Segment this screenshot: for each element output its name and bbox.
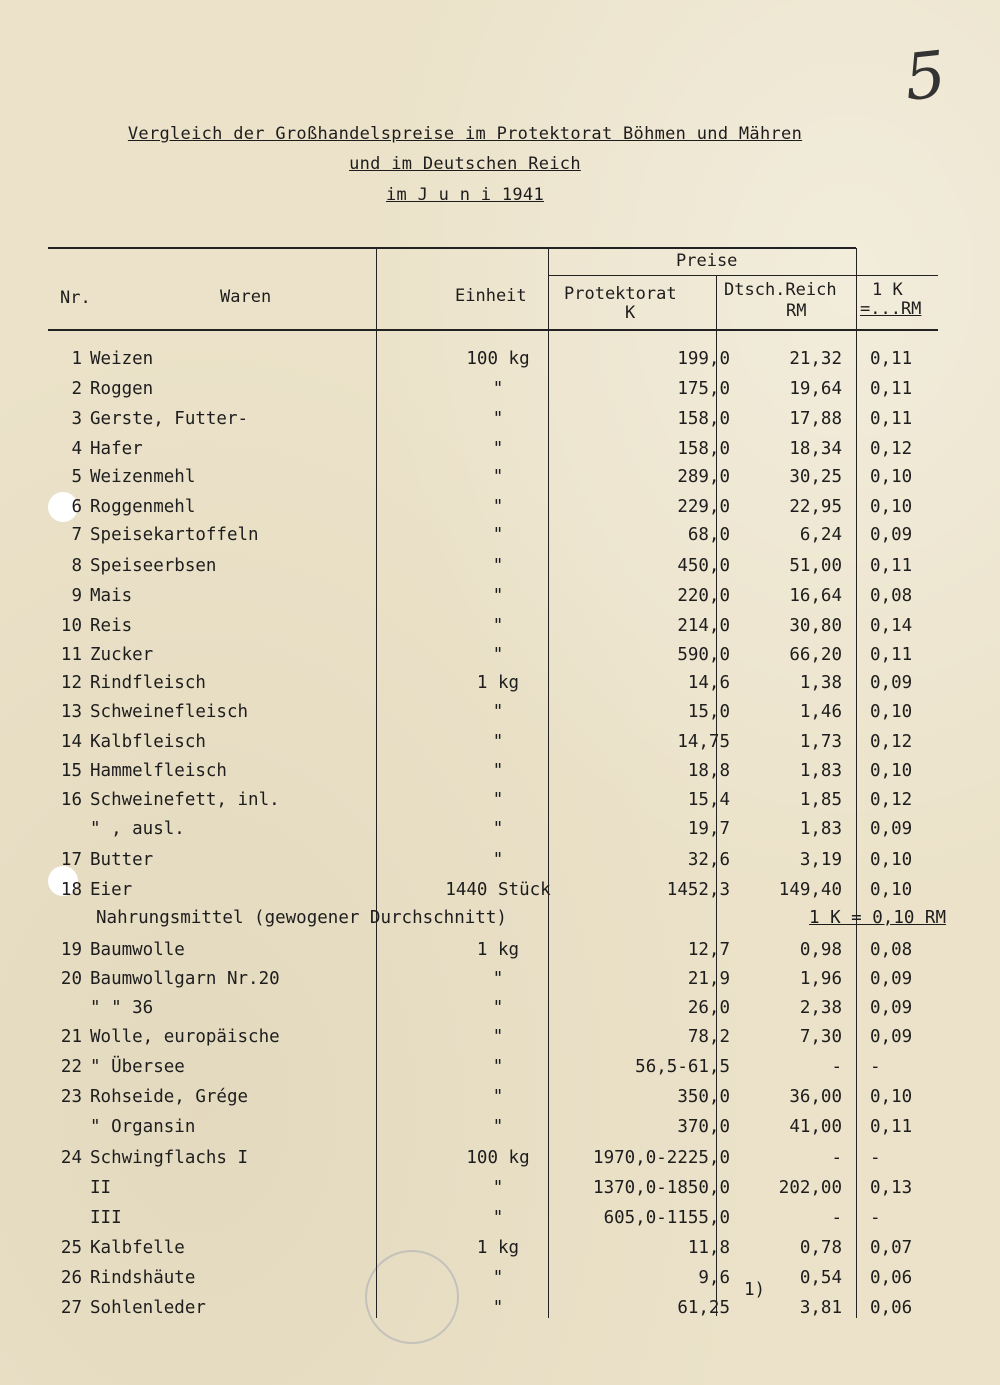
row-ware: Schwingflachs I xyxy=(90,1148,249,1168)
archive-stamp xyxy=(365,1250,459,1344)
row-nr: 27 xyxy=(60,1298,82,1318)
row-protektorat-k: 158,0 xyxy=(677,439,730,459)
row-einheit: " xyxy=(492,732,504,752)
row-nr: 17 xyxy=(60,850,82,870)
row-ware: Hammelfleisch xyxy=(90,761,227,781)
row-ratio: 0,10 xyxy=(870,467,913,487)
row-protektorat-k: 11,8 xyxy=(687,1238,730,1258)
row-nr: 1 xyxy=(71,349,82,369)
row-ware: Rindfleisch xyxy=(90,673,206,693)
row-ratio: 0,11 xyxy=(870,556,913,576)
row-ratio: 0,10 xyxy=(870,761,913,781)
header-ratio-unit: =...RM xyxy=(860,299,922,319)
row-reich-rm: 17,88 xyxy=(789,409,842,429)
row-einheit: " xyxy=(492,969,504,989)
row-ratio: - xyxy=(870,1057,881,1077)
row-reich-rm: 30,25 xyxy=(789,467,842,487)
row-nr: 20 xyxy=(60,969,82,989)
title-line-2: und im Deutschen Reich xyxy=(349,154,581,174)
row-protektorat-k: 199,0 xyxy=(677,349,730,369)
row-reich-rm: 202,00 xyxy=(778,1178,842,1198)
row-nr: 12 xyxy=(60,673,82,693)
row-nr: 2 xyxy=(71,379,82,399)
row-einheit: " xyxy=(492,525,504,545)
row-nr: 3 xyxy=(71,409,82,429)
row-ware: Kalbfleisch xyxy=(90,732,206,752)
row-ratio: 0,08 xyxy=(870,940,913,960)
row-einheit: " xyxy=(492,556,504,576)
title-line-3: im J u n i 1941 xyxy=(385,185,545,205)
row-einheit: 1440 Stück xyxy=(445,880,551,900)
row-protektorat-k: 15,4 xyxy=(687,790,730,810)
row-einheit: " xyxy=(492,702,504,722)
row-reich-rm: 16,64 xyxy=(789,586,842,606)
row-protektorat-k: 370,0 xyxy=(677,1117,730,1137)
row-protektorat-k: 1452,3 xyxy=(666,880,730,900)
row-reich-rm: 51,00 xyxy=(789,556,842,576)
row-protektorat-k: 14,6 xyxy=(687,673,730,693)
row-einheit: " xyxy=(492,761,504,781)
row-nr: 21 xyxy=(60,1027,82,1047)
row-ware: " " 36 xyxy=(90,998,154,1018)
row-reich-rm: 0,98 xyxy=(799,940,842,960)
row-reich-rm: 1,73 xyxy=(799,732,842,752)
row-protektorat-k: 1370,0-1850,0 xyxy=(593,1178,730,1198)
row-ratio: 0,06 xyxy=(870,1268,913,1288)
row-protektorat-k: 605,0-1155,0 xyxy=(603,1208,730,1228)
row-einheit: 1 kg xyxy=(476,1238,520,1258)
row-ware: Hafer xyxy=(90,439,143,459)
row-einheit: " xyxy=(492,1298,504,1318)
row-protektorat-k: 21,9 xyxy=(687,969,730,989)
row-protektorat-k: 9,6 xyxy=(698,1268,730,1288)
row-nr: 5 xyxy=(71,467,82,487)
row-nr: 7 xyxy=(71,525,82,545)
row-ware: " Organsin xyxy=(90,1117,196,1137)
row-reich-rm: 22,95 xyxy=(789,497,842,517)
row-nr: 24 xyxy=(60,1148,82,1168)
row-ware: Butter xyxy=(90,850,154,870)
row-reich-rm: - xyxy=(831,1148,842,1168)
row-einheit: " xyxy=(492,819,504,839)
row-protektorat-k: 590,0 xyxy=(677,645,730,665)
row-ware: Rohseide, Grége xyxy=(90,1087,249,1107)
row-reich-rm: 6,24 xyxy=(799,525,842,545)
row-ware: Speisekartoffeln xyxy=(90,525,259,545)
row-einheit: " xyxy=(492,850,504,870)
row-ratio: 0,09 xyxy=(870,525,913,545)
row-ware: Kalbfelle xyxy=(90,1238,185,1258)
row-reich-rm: 1,96 xyxy=(799,969,842,989)
row-reich-rm: 1,83 xyxy=(799,761,842,781)
row-einheit: " xyxy=(492,1208,504,1228)
row-protektorat-k: 289,0 xyxy=(677,467,730,487)
row-reich-rm: 1,85 xyxy=(799,790,842,810)
row-ware: III xyxy=(90,1208,122,1228)
row-ware: II xyxy=(90,1178,112,1198)
row-ratio: 0,12 xyxy=(870,439,913,459)
row-ware: Schweinefleisch xyxy=(90,702,249,722)
row-ratio: 0,06 xyxy=(870,1298,913,1318)
row-ratio: 0,10 xyxy=(870,880,913,900)
row-protektorat-k: 12,7 xyxy=(687,940,730,960)
col-divider-waren xyxy=(376,248,377,1318)
row-nr: 8 xyxy=(71,556,82,576)
row-nr: 9 xyxy=(71,586,82,606)
row-ware: " Übersee xyxy=(90,1057,185,1077)
page-number-mark: 5 xyxy=(901,38,950,116)
row-einheit: " xyxy=(492,1268,504,1288)
row-ware: Gerste, Futter- xyxy=(90,409,249,429)
row-protektorat-k: 158,0 xyxy=(677,409,730,429)
row-ware: Roggenmehl xyxy=(90,497,196,517)
row-einheit: " xyxy=(492,467,504,487)
table-top-rule xyxy=(48,247,856,249)
row-nr: 10 xyxy=(60,616,82,636)
row-reich-rm: 7,30 xyxy=(799,1027,842,1047)
prices-subheader-rule xyxy=(548,275,938,276)
row-reich-rm: - xyxy=(831,1208,842,1228)
row-reich-rm: 66,20 xyxy=(789,645,842,665)
row-ratio: 0,09 xyxy=(870,998,913,1018)
row-reich-rm: 1 K = 0,10 RM xyxy=(809,908,946,928)
header-protektorat-unit: K xyxy=(625,303,636,323)
row-reich-rm: 2,38 xyxy=(799,998,842,1018)
row-einheit: " xyxy=(492,409,504,429)
row-einheit: " xyxy=(492,790,504,810)
row-einheit: 1 kg xyxy=(476,940,520,960)
row-einheit: 100 kg xyxy=(466,349,530,369)
row-ware: Reis xyxy=(90,616,133,636)
row-einheit: 100 kg xyxy=(466,1148,530,1168)
row-ratio: 0,10 xyxy=(870,702,913,722)
row-ware: " , ausl. xyxy=(90,819,185,839)
row-ware: Weizen xyxy=(90,349,154,369)
row-reich-rm: 0,54 xyxy=(799,1268,842,1288)
row-protektorat-k: 220,0 xyxy=(677,586,730,606)
row-einheit: " xyxy=(492,645,504,665)
row-nr: 6 xyxy=(71,497,82,517)
row-reich-rm: 1,83 xyxy=(799,819,842,839)
row-ratio: - xyxy=(870,1208,881,1228)
row-ratio: - xyxy=(870,1148,881,1168)
col-divider-reich xyxy=(856,248,857,1318)
row-ratio: 0,11 xyxy=(870,1117,913,1137)
row-ware: Speiseerbsen xyxy=(90,556,217,576)
row-ratio: 0,10 xyxy=(870,497,913,517)
footnote-marker: 1) xyxy=(744,1280,766,1300)
row-ratio: 0,10 xyxy=(870,850,913,870)
row-ware: Baumwollgarn Nr.20 xyxy=(90,969,280,989)
row-reich-rm: 18,34 xyxy=(789,439,842,459)
row-protektorat-k: 18,8 xyxy=(687,761,730,781)
row-protektorat-k: 56,5-61,5 xyxy=(635,1057,730,1077)
row-ware: Baumwolle xyxy=(90,940,185,960)
row-nr: 19 xyxy=(60,940,82,960)
row-ratio: 0,14 xyxy=(870,616,913,636)
row-ware: Weizenmehl xyxy=(90,467,196,487)
row-reich-rm: 1,46 xyxy=(799,702,842,722)
row-reich-rm: 1,38 xyxy=(799,673,842,693)
row-einheit: " xyxy=(492,586,504,606)
row-nr: 26 xyxy=(60,1268,82,1288)
row-einheit: " xyxy=(492,439,504,459)
row-einheit: " xyxy=(492,1087,504,1107)
row-nr: 13 xyxy=(60,702,82,722)
row-reich-rm: 30,80 xyxy=(789,616,842,636)
header-nr: Nr. xyxy=(60,288,91,308)
row-reich-rm: 41,00 xyxy=(789,1117,842,1137)
row-ratio: 0,11 xyxy=(870,349,913,369)
row-ratio: 0,12 xyxy=(870,790,913,810)
row-ratio: 0,09 xyxy=(870,673,913,693)
row-nr: 11 xyxy=(60,645,82,665)
row-reich-rm: 149,40 xyxy=(778,880,842,900)
row-nr: 23 xyxy=(60,1087,82,1107)
row-protektorat-k: 229,0 xyxy=(677,497,730,517)
row-reich-rm: 3,19 xyxy=(799,850,842,870)
header-reich: Dtsch.Reich xyxy=(724,280,837,300)
table-header-rule xyxy=(48,329,938,331)
row-einheit: " xyxy=(492,1117,504,1137)
row-protektorat-k: 14,75 xyxy=(677,732,730,752)
row-protektorat-k: 68,0 xyxy=(687,525,730,545)
row-ratio: 0,09 xyxy=(870,819,913,839)
header-reich-unit: RM xyxy=(786,301,807,321)
row-einheit: " xyxy=(492,1178,504,1198)
row-ratio: 0,11 xyxy=(870,409,913,429)
row-protektorat-k: 214,0 xyxy=(677,616,730,636)
row-einheit: " xyxy=(492,497,504,517)
row-ratio: 0,12 xyxy=(870,732,913,752)
header-ratio: 1 K xyxy=(872,280,903,300)
row-protektorat-k: 61,25 xyxy=(677,1298,730,1318)
row-protektorat-k: 26,0 xyxy=(687,998,730,1018)
row-protektorat-k: 78,2 xyxy=(687,1027,730,1047)
row-einheit: 1 kg xyxy=(476,673,520,693)
header-einheit: Einheit xyxy=(455,286,527,306)
row-einheit: " xyxy=(492,998,504,1018)
row-ratio: 0,09 xyxy=(870,1027,913,1047)
row-ratio: 0,07 xyxy=(870,1238,913,1258)
row-ratio: 0,13 xyxy=(870,1178,913,1198)
row-reich-rm: 36,00 xyxy=(789,1087,842,1107)
row-reich-rm: 21,32 xyxy=(789,349,842,369)
row-nr: 14 xyxy=(60,732,82,752)
row-protektorat-k: 32,6 xyxy=(687,850,730,870)
row-nr: 16 xyxy=(60,790,82,810)
row-nr: 18 xyxy=(60,880,82,900)
row-ware: Schweinefett, inl. xyxy=(90,790,280,810)
row-einheit: " xyxy=(492,616,504,636)
row-reich-rm: 19,64 xyxy=(789,379,842,399)
row-nr: 25 xyxy=(60,1238,82,1258)
row-reich-rm: - xyxy=(831,1057,842,1077)
row-ware: Eier xyxy=(90,880,133,900)
row-nr: 4 xyxy=(71,439,82,459)
row-protektorat-k: 1970,0-2225,0 xyxy=(593,1148,730,1168)
row-ratio: 0,09 xyxy=(870,969,913,989)
row-einheit: " xyxy=(492,1057,504,1077)
row-nr: 15 xyxy=(60,761,82,781)
row-ratio: 0,11 xyxy=(870,379,913,399)
row-ratio: 0,11 xyxy=(870,645,913,665)
row-nr: 22 xyxy=(60,1057,82,1077)
header-preise: Preise xyxy=(676,251,738,271)
row-ware: Nahrungsmittel (gewogener Durchschnitt) xyxy=(96,908,507,928)
row-protektorat-k: 350,0 xyxy=(677,1087,730,1107)
row-protektorat-k: 450,0 xyxy=(677,556,730,576)
row-ware: Roggen xyxy=(90,379,154,399)
header-protektorat: Protektorat xyxy=(564,284,677,304)
row-ware: Zucker xyxy=(90,645,154,665)
row-protektorat-k: 19,7 xyxy=(687,819,730,839)
row-ware: Sohlenleder xyxy=(90,1298,206,1318)
row-ware: Rindshäute xyxy=(90,1268,196,1288)
row-protektorat-k: 15,0 xyxy=(687,702,730,722)
title-line-1: Vergleich der Großhandelspreise im Protektorat Böhmen und Mähren xyxy=(127,124,803,144)
row-ratio: 0,10 xyxy=(870,1087,913,1107)
row-ratio: 0,08 xyxy=(870,586,913,606)
row-einheit: " xyxy=(492,1027,504,1047)
row-reich-rm: 0,78 xyxy=(799,1238,842,1258)
header-waren: Waren xyxy=(220,287,272,307)
row-einheit: " xyxy=(492,379,504,399)
row-ware: Mais xyxy=(90,586,133,606)
row-protektorat-k: 175,0 xyxy=(677,379,730,399)
row-reich-rm: 3,81 xyxy=(799,1298,842,1318)
row-ware: Wolle, europäische xyxy=(90,1027,280,1047)
